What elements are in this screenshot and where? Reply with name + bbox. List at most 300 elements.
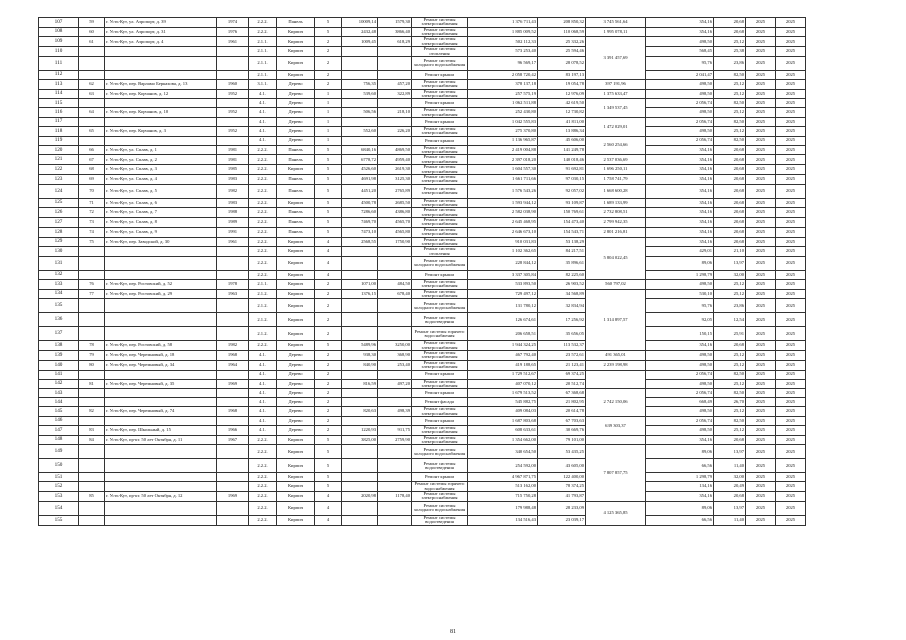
living-area: 218,10	[378, 108, 412, 118]
row-number: 127	[39, 218, 79, 228]
build-year	[217, 515, 249, 525]
table-row	[39, 227, 806, 237]
unit-limit: 32,00	[714, 473, 746, 482]
build-year: 1961	[217, 237, 249, 247]
wall-material: Кирпич	[277, 459, 315, 473]
floors: 2	[315, 398, 342, 407]
row-number: 150	[39, 459, 79, 473]
living-area	[378, 416, 412, 425]
plan-year-start: 2025	[746, 108, 776, 118]
table-row	[39, 360, 806, 370]
plan-year-end: 2025	[776, 351, 806, 361]
row-number: 149	[39, 445, 79, 459]
floors: 2	[315, 37, 342, 47]
house-index: 59	[79, 18, 105, 28]
house-total: 1 689 133,99	[586, 198, 646, 208]
build-year	[217, 247, 249, 257]
control-cost: 67 703,63	[538, 416, 586, 425]
table-row	[39, 482, 806, 492]
work-cost: 1 042 555,83	[468, 118, 538, 127]
unit-cost: 429,01	[646, 247, 714, 257]
row-number: 111	[39, 56, 79, 70]
floors: 4	[315, 270, 342, 279]
unit-cost: 354,16	[646, 27, 714, 37]
row-number: 129	[39, 237, 79, 247]
wall-material: Дерево	[277, 407, 315, 417]
work-cost: 257 575,19	[468, 89, 538, 99]
build-year	[217, 501, 249, 515]
control-cost: 17 256,92	[538, 313, 586, 327]
table-row	[39, 118, 806, 127]
living-area	[378, 473, 412, 482]
wall-material: Кирпич	[277, 327, 315, 341]
plan-year-start: 2025	[746, 482, 776, 492]
living-area	[378, 370, 412, 379]
category: 2.2.2.	[249, 473, 277, 482]
work-type: Ремонт системы холодного водоснабжения	[412, 445, 468, 459]
control-cost: 78 374,25	[538, 482, 586, 492]
house-index: 67	[79, 155, 105, 165]
unit-limit: 13,97	[714, 501, 746, 515]
table-row	[39, 341, 806, 351]
living-area: 3250,00	[378, 341, 412, 351]
floors: 1	[315, 89, 342, 99]
total-area: 1220,93	[342, 425, 378, 435]
work-cost: 252 430,80	[468, 108, 538, 118]
total-area	[342, 515, 378, 525]
work-cost: 96 569,17	[468, 56, 538, 70]
house-total	[586, 370, 646, 389]
address	[105, 445, 217, 459]
total-area: 5489,96	[342, 341, 378, 351]
unit-cost: 95,76	[646, 56, 714, 70]
floors: 5	[315, 341, 342, 351]
total-area: 7286,60	[342, 208, 378, 218]
plan-year-end: 2025	[776, 416, 806, 425]
plan-year-start: 2025	[746, 425, 776, 435]
category: 4.1.	[249, 127, 277, 137]
living-area: 678,40	[378, 289, 412, 299]
work-type: Ремонт системы электроснабжения	[412, 198, 468, 208]
control-cost: 30 669,76	[538, 425, 586, 435]
work-cost: 2 419 004,88	[468, 145, 538, 155]
build-year	[217, 136, 249, 145]
wall-material: Панель	[277, 174, 315, 184]
plan-year-end: 2025	[776, 155, 806, 165]
wall-material: Кирпич	[277, 37, 315, 47]
unit-limit: 82,50	[714, 370, 746, 379]
plan-year-end: 2025	[776, 299, 806, 313]
address	[105, 256, 217, 270]
build-year	[217, 482, 249, 492]
plan-year-end: 2025	[776, 174, 806, 184]
control-cost: 43 605,00	[538, 459, 586, 473]
house-index: 80	[79, 360, 105, 370]
work-cost: 608 633,61	[468, 425, 538, 435]
work-type: Ремонт системы электроснабжения	[412, 165, 468, 175]
total-area: 6778,72	[342, 155, 378, 165]
floors: 1	[315, 136, 342, 145]
house-index: 60	[79, 27, 105, 37]
plan-year-end: 2025	[776, 379, 806, 389]
control-cost: 35 656,05	[538, 327, 586, 341]
wall-material: Дерево	[277, 360, 315, 370]
row-number: 148	[39, 435, 79, 445]
wall-material: Дерево	[277, 118, 315, 127]
unit-limit: 20,68	[714, 435, 746, 445]
total-area: 816,59	[342, 379, 378, 389]
living-area	[378, 501, 412, 515]
wall-material: Кирпич	[277, 47, 315, 57]
plan-year-start: 2025	[746, 435, 776, 445]
table-row	[39, 289, 806, 299]
control-cost: 20 614,78	[538, 407, 586, 417]
table-row	[39, 208, 806, 218]
total-area	[342, 136, 378, 145]
category: 2.1.2.	[249, 327, 277, 341]
work-type: Ремонт крыши	[412, 136, 468, 145]
house-total: 2 560 254,66	[586, 136, 646, 155]
living-area: 1579,30	[378, 18, 412, 28]
unit-limit: 25,12	[714, 79, 746, 89]
total-area	[342, 299, 378, 313]
plan-year-end: 2025	[776, 501, 806, 515]
address	[105, 136, 217, 145]
unit-cost: 498,50	[646, 360, 714, 370]
work-cost: 1 593 944,12	[468, 198, 538, 208]
work-type: Ремонт системы электроснабжения	[412, 289, 468, 299]
wall-material: Дерево	[277, 136, 315, 145]
floors: 5	[315, 27, 342, 37]
category: 2.2.2.	[249, 145, 277, 155]
plan-year-end: 2025	[776, 198, 806, 208]
build-year	[217, 389, 249, 398]
work-type: Ремонт системы электроснабжения	[412, 407, 468, 417]
wall-material: Кирпич	[277, 27, 315, 37]
wall-material: Кирпич	[277, 492, 315, 502]
work-type: Ремонт системы электроснабжения	[412, 435, 468, 445]
control-cost: 69 374,25	[538, 370, 586, 379]
work-cost: 409 084,03	[468, 407, 538, 417]
table-row	[39, 459, 806, 473]
address: г. Усть-Кут, пер. Корчанов, д. 12	[105, 89, 217, 99]
work-cost: 2 645 468,95	[468, 218, 538, 228]
category: 4.1.	[249, 416, 277, 425]
table-row	[39, 398, 806, 407]
unit-limit: 23,86	[714, 56, 746, 70]
table-row	[39, 370, 806, 379]
house-index: 76	[79, 279, 105, 289]
unit-cost: 498,50	[646, 108, 714, 118]
work-cost: 378 137,18	[468, 79, 538, 89]
plan-year-start: 2025	[746, 389, 776, 398]
unit-limit: 20,68	[714, 155, 746, 165]
build-year: 1963	[217, 289, 249, 299]
build-year: 1976	[217, 27, 249, 37]
work-type: Ремонт системы электроснабжения	[412, 174, 468, 184]
total-area	[342, 473, 378, 482]
work-cost: 1 136 965,87	[468, 136, 538, 145]
house-index	[79, 416, 105, 425]
address: г. Усть-Кут, пер. Корчанов, д. 3	[105, 127, 217, 137]
address	[105, 247, 217, 257]
category: 2.1.1.	[249, 37, 277, 47]
floors: 2	[315, 313, 342, 327]
unit-cost: 354,16	[646, 198, 714, 208]
table-row	[39, 27, 806, 37]
category: 2.2.2.	[249, 482, 277, 492]
control-cost: 32 834,94	[538, 299, 586, 313]
build-year	[217, 270, 249, 279]
row-number: 141	[39, 370, 79, 379]
control-cost: 34 568,89	[538, 289, 586, 299]
wall-material: Кирпич	[277, 279, 315, 289]
unit-cost: 498,50	[646, 89, 714, 99]
work-cost: 1 661 711,66	[468, 174, 538, 184]
category: 4.1.	[249, 398, 277, 407]
unit-limit: 25,12	[714, 279, 746, 289]
work-type: Ремонт системы электроснабжения	[412, 89, 468, 99]
wall-material: Панель	[277, 227, 315, 237]
plan-year-start: 2025	[746, 27, 776, 37]
control-cost: 23 572,61	[538, 351, 586, 361]
house-index	[79, 482, 105, 492]
house-index: 63	[79, 89, 105, 99]
control-cost: 20 512,74	[538, 379, 586, 389]
floors: 2	[315, 370, 342, 379]
work-cost: 275 370,80	[468, 127, 538, 137]
table-row	[39, 184, 806, 198]
plan-year-end: 2025	[776, 18, 806, 28]
work-type: Ремонт системы электроснабжения	[412, 492, 468, 502]
house-total: 1 349 537,45	[586, 99, 646, 118]
address: г. Усть-Кут, пер. Заводской, д. 30	[105, 237, 217, 247]
wall-material: Дерево	[277, 389, 315, 398]
plan-year-start: 2025	[746, 56, 776, 70]
work-type: Ремонт системы холодного водоснабжения	[412, 256, 468, 270]
work-cost: 1 885 009,52	[468, 27, 538, 37]
control-cost: 21 802,95	[538, 398, 586, 407]
house-total: 1 314 897,57	[586, 289, 646, 350]
unit-cost: 354,16	[646, 165, 714, 175]
control-cost: 13 886,34	[538, 127, 586, 137]
work-cost: 1 944 324,25	[468, 341, 538, 351]
wall-material: Панель	[277, 18, 315, 28]
plan-year-start: 2025	[746, 416, 776, 425]
house-total: 4 125 365,85	[586, 501, 646, 525]
living-area	[378, 247, 412, 257]
work-cost: 4 967 871,75	[468, 473, 538, 482]
plan-year-end: 2025	[776, 407, 806, 417]
work-type: Ремонт системы водоотведения	[412, 313, 468, 327]
work-type: Ремонт крыши	[412, 416, 468, 425]
total-area: 7473,10	[342, 227, 378, 237]
row-number: 154	[39, 501, 79, 515]
plan-year-start: 2025	[746, 218, 776, 228]
wall-material: Панель	[277, 145, 315, 155]
wall-material: Кирпич	[277, 501, 315, 515]
table-row	[39, 79, 806, 89]
plan-year-end: 2025	[776, 398, 806, 407]
unit-cost: 354,16	[646, 341, 714, 351]
page-number: 81	[450, 629, 456, 635]
control-cost: 93 109,87	[538, 198, 586, 208]
unit-cost: 354,16	[646, 208, 714, 218]
plan-year-end: 2025	[776, 136, 806, 145]
unit-cost: 354,16	[646, 174, 714, 184]
row-number: 144	[39, 398, 79, 407]
house-index	[79, 256, 105, 270]
total-area: 840,90	[342, 360, 378, 370]
control-cost: 122 400,00	[538, 473, 586, 482]
unit-limit: 82,50	[714, 118, 746, 127]
row-number: 146	[39, 416, 79, 425]
address	[105, 47, 217, 57]
unit-cost: 2 056,74	[646, 370, 714, 379]
house-index	[79, 47, 105, 57]
unit-cost: 354,16	[646, 184, 714, 198]
table-row	[39, 99, 806, 108]
plan-year-end: 2025	[776, 127, 806, 137]
work-type: Ремонт системы электроснабжения	[412, 227, 468, 237]
table-row	[39, 351, 806, 361]
build-year	[217, 299, 249, 313]
work-type: Ремонт системы электроснабжения	[412, 379, 468, 389]
total-area	[342, 313, 378, 327]
wall-material: Кирпич	[277, 198, 315, 208]
total-area	[342, 327, 378, 341]
address	[105, 473, 217, 482]
unit-cost: 498,50	[646, 351, 714, 361]
floors: 5	[315, 145, 342, 155]
unit-limit: 13,97	[714, 256, 746, 270]
address	[105, 416, 217, 425]
category: 2.2.2.	[249, 208, 277, 218]
total-area: 539,60	[342, 89, 378, 99]
total-area: 7469,70	[342, 218, 378, 228]
category: 2.2.2.	[249, 501, 277, 515]
total-area	[342, 501, 378, 515]
wall-material: Кирпич	[277, 56, 315, 70]
wall-material: Дерево	[277, 108, 315, 118]
control-cost: 42 619,50	[538, 99, 586, 108]
control-cost: 23 039,17	[538, 515, 586, 525]
control-cost: 35 896,61	[538, 256, 586, 270]
work-type: Ремонт системы электроснабжения	[412, 145, 468, 155]
build-year: 1983	[217, 198, 249, 208]
unit-cost: 89,06	[646, 256, 714, 270]
plan-year-start: 2025	[746, 155, 776, 165]
unit-cost: 150,15	[646, 327, 714, 341]
address	[105, 389, 217, 398]
plan-year-end: 2025	[776, 435, 806, 445]
plan-year-start: 2025	[746, 145, 776, 155]
work-cost: 502 112,33	[468, 37, 538, 47]
row-number: 110	[39, 47, 79, 57]
row-number: 113	[39, 79, 79, 89]
address: г. Усть-Кут, ул. Сплав, д. 5	[105, 184, 217, 198]
work-type: Ремонт крыши	[412, 370, 468, 379]
living-area: 3125,30	[378, 174, 412, 184]
floors: 2	[315, 289, 342, 299]
living-area	[378, 445, 412, 459]
unit-cost: 530,10	[646, 289, 714, 299]
unit-limit: 25,12	[714, 37, 746, 47]
category: 4.1.	[249, 360, 277, 370]
living-area	[378, 482, 412, 492]
living-area	[378, 70, 412, 79]
build-year: 1952	[217, 127, 249, 137]
work-type: Ремонт системы электроснабжения	[412, 27, 468, 37]
work-cost: 134 516,43	[468, 515, 538, 525]
category: 2.1.1.	[249, 56, 277, 70]
plan-year-start: 2025	[746, 407, 776, 417]
floors: 2	[315, 425, 342, 435]
unit-limit: 11,40	[714, 459, 746, 473]
unit-limit: 32,00	[714, 270, 746, 279]
plan-year-start: 2025	[746, 351, 776, 361]
house-total: 3 745 561,64	[586, 18, 646, 28]
row-number: 123	[39, 174, 79, 184]
unit-cost: 568,45	[646, 47, 714, 57]
row-number: 115	[39, 99, 79, 108]
wall-material: Дерево	[277, 99, 315, 108]
unit-limit: 20,68	[714, 341, 746, 351]
unit-cost: 354,16	[646, 492, 714, 502]
floors: 5	[315, 459, 342, 473]
unit-cost: 89,06	[646, 501, 714, 515]
living-area	[378, 398, 412, 407]
unit-cost: 498,50	[646, 37, 714, 47]
address: г. Усть-Кут, пер. Корчанов, д. 10	[105, 108, 217, 118]
table-row	[39, 89, 806, 99]
unit-limit: 25,12	[714, 108, 746, 118]
wall-material: Панель	[277, 208, 315, 218]
wall-material: Кирпич	[277, 247, 315, 257]
category: 2.2.2.	[249, 341, 277, 351]
category: 4.1.	[249, 425, 277, 435]
plan-year-end: 2025	[776, 515, 806, 525]
plan-year-start: 2025	[746, 89, 776, 99]
plan-year-end: 2025	[776, 118, 806, 127]
total-area: 6840,16	[342, 145, 378, 155]
work-cost: 2 397 018,20	[468, 155, 538, 165]
category: 3.1.1.	[249, 79, 277, 89]
address	[105, 270, 217, 279]
living-area	[378, 459, 412, 473]
work-type: Ремонт системы электроснабжения	[412, 425, 468, 435]
house-index: 84	[79, 435, 105, 445]
category: 2.2.2.	[249, 227, 277, 237]
row-number: 114	[39, 89, 79, 99]
unit-cost: 66,56	[646, 459, 714, 473]
house-index	[79, 313, 105, 327]
control-cost: 67 368,68	[538, 389, 586, 398]
work-cost: 1 687 803,68	[468, 416, 538, 425]
floors: 2	[315, 47, 342, 57]
total-area	[342, 118, 378, 127]
unit-limit: 25,12	[714, 351, 746, 361]
work-cost: 1 729 512,67	[468, 370, 538, 379]
plan-year-start: 2025	[746, 270, 776, 279]
build-year	[217, 99, 249, 108]
address: г. Усть-Кут, ул. Сплав, д. 7	[105, 208, 217, 218]
total-area: 4691,98	[342, 174, 378, 184]
living-area: 2619,30	[378, 165, 412, 175]
build-year: 1969	[217, 492, 249, 502]
category: 2.1.2.	[249, 289, 277, 299]
unit-cost: 354,16	[646, 218, 714, 228]
